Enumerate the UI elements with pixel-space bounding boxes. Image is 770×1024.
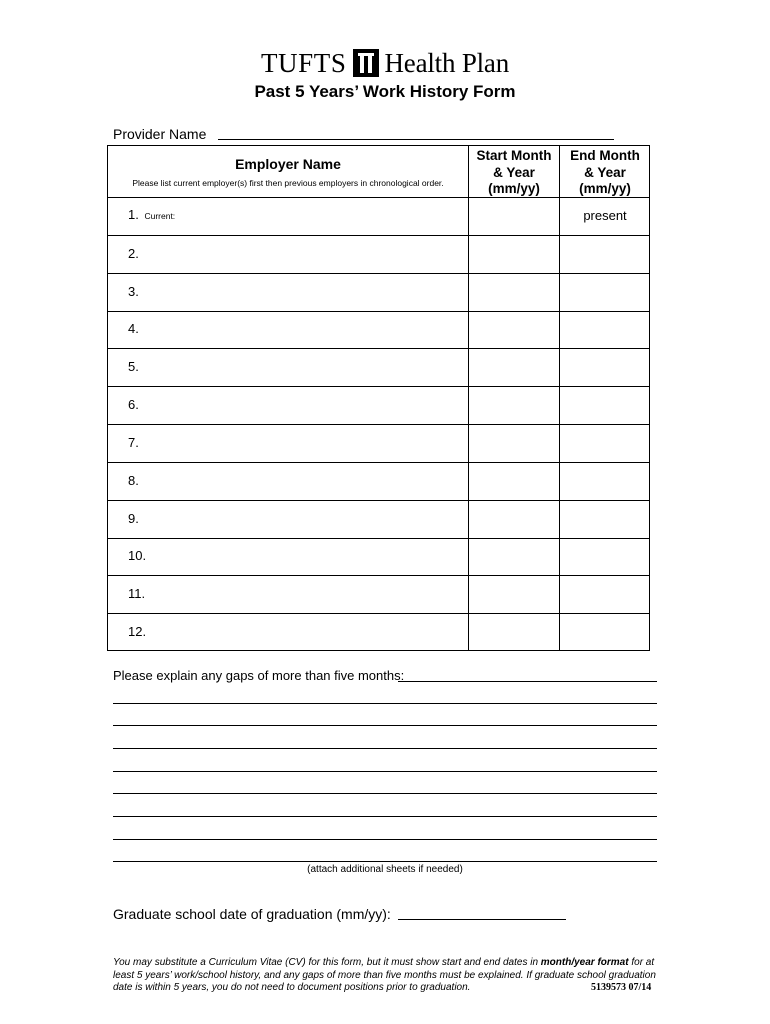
provider-name-field[interactable] bbox=[218, 139, 614, 140]
employer-row-number: 6. bbox=[128, 397, 139, 412]
employer-row-number: 3. bbox=[128, 284, 139, 299]
provider-name-label: Provider Name bbox=[113, 126, 207, 142]
tufts-shield-icon bbox=[353, 49, 379, 77]
gaps-writing-line[interactable] bbox=[113, 793, 657, 794]
gaps-writing-line[interactable] bbox=[113, 771, 657, 772]
graduation-date-field[interactable] bbox=[398, 919, 566, 920]
row-divider bbox=[108, 273, 649, 274]
row-divider bbox=[108, 575, 649, 576]
employer-name-heading: Employer Name bbox=[235, 156, 341, 172]
gaps-writing-line[interactable] bbox=[113, 861, 657, 862]
row-divider bbox=[108, 348, 649, 349]
current-label: Current: bbox=[144, 211, 176, 221]
gaps-writing-line[interactable] bbox=[113, 816, 657, 817]
cv-substitution-note: You may substitute a Curriculum Vitae (CV) for this form, but it must show start and end dates in month/year format for at least 5 years’ work/school history, and any gaps of more than five months must be explained. If graduate school graduation date is within 5 years, you do not need to document positions prior to graduation. bbox=[113, 957, 656, 993]
logo-text-health-plan: Health Plan bbox=[384, 48, 510, 78]
gaps-writing-line[interactable] bbox=[113, 839, 657, 840]
employer-row-number: 12. bbox=[128, 624, 147, 639]
employer-name-header bbox=[108, 156, 468, 188]
employer-row-number: 10. bbox=[128, 548, 147, 563]
row-divider bbox=[108, 311, 649, 312]
gaps-writing-line[interactable] bbox=[113, 725, 657, 726]
employer-row-number: 2. bbox=[128, 246, 139, 261]
employer-name-instructions: Please list current employer(s) first then previous employers in chronological order. bbox=[132, 178, 444, 188]
employer-row-number: 9. bbox=[128, 511, 139, 526]
row-divider bbox=[108, 424, 649, 425]
work-history-table bbox=[107, 145, 650, 651]
gaps-writing-line[interactable] bbox=[113, 748, 657, 749]
gaps-explanation-field[interactable] bbox=[398, 681, 657, 682]
tufts-health-plan-logo bbox=[0, 46, 770, 80]
employer-row-number: 7. bbox=[128, 435, 139, 450]
row-divider bbox=[108, 500, 649, 501]
logo-text-tufts: TUFTS bbox=[260, 48, 347, 78]
gaps-writing-line[interactable] bbox=[113, 703, 657, 704]
gaps-explanation-label: Please explain any gaps of more than five months: bbox=[113, 668, 405, 683]
employer-row-number: 4. bbox=[128, 321, 139, 336]
row-divider bbox=[108, 386, 649, 387]
row-divider bbox=[108, 538, 649, 539]
row-divider bbox=[108, 613, 649, 614]
employer-row-number: 11. bbox=[128, 586, 146, 601]
employer-row-number: 5. bbox=[128, 359, 139, 374]
employer-row-number: 1. Current: bbox=[128, 207, 176, 222]
form-number: 5139573 07/14 bbox=[591, 982, 652, 993]
employer-row-number: 8. bbox=[128, 473, 139, 488]
row-divider bbox=[108, 462, 649, 463]
present-value: present bbox=[583, 208, 627, 223]
end-date-header: End Month & Year (mm/yy) bbox=[570, 148, 640, 196]
row-divider bbox=[108, 235, 649, 236]
row-divider bbox=[108, 197, 649, 198]
start-date-header: Start Month & Year (mm/yy) bbox=[476, 148, 552, 196]
attach-sheets-note: (attach additional sheets if needed) bbox=[307, 864, 463, 875]
form-title: Past 5 Years’ Work History Form bbox=[254, 82, 516, 101]
graduation-date-label: Graduate school date of graduation (mm/yy): bbox=[113, 906, 391, 922]
